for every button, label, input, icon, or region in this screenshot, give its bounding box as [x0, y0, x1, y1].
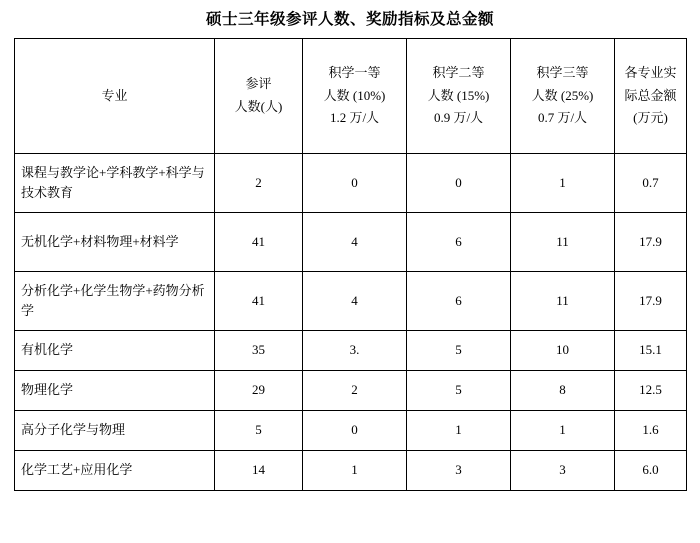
header-line: 各专业实 [624, 64, 677, 80]
cell-count: 2 [215, 154, 303, 213]
cell-major: 物理化学 [15, 371, 215, 411]
cell-total: 17.9 [615, 272, 687, 331]
header-line: 参评 [245, 76, 272, 92]
cell-count: 29 [215, 371, 303, 411]
cell-major: 课程与教学论+学科教学+科学与技术教育 [15, 154, 215, 213]
cell-level1: 3. [303, 331, 407, 371]
table-row [15, 331, 687, 371]
cell-level1: 0 [303, 411, 407, 451]
header-cell-level3 [511, 39, 615, 154]
header-line: 人数(人) [234, 99, 283, 114]
cell-major: 分析化学+化学生物学+药物分析学 [15, 272, 215, 331]
header-cell-level2 [407, 39, 511, 154]
cell-level3: 3 [511, 451, 615, 491]
header-line: 1.2 万/人 [329, 110, 380, 126]
cell-total: 12.5 [615, 371, 687, 411]
cell-total: 15.1 [615, 331, 687, 371]
cell-count: 14 [215, 451, 303, 491]
cell-count: 5 [215, 411, 303, 451]
cell-level2: 5 [407, 331, 511, 371]
cell-level1: 4 [303, 272, 407, 331]
cell-total: 6.0 [615, 451, 687, 491]
cell-count: 41 [215, 272, 303, 331]
header-line: 专业 [101, 87, 128, 103]
cell-level2: 0 [407, 154, 511, 213]
table-row [15, 411, 687, 451]
cell-level3: 11 [511, 272, 615, 331]
cell-level3: 1 [511, 411, 615, 451]
page-title: 硕士三年级参评人数、奖励指标及总金额 [205, 11, 494, 28]
header-line: 积学二等 [432, 64, 485, 80]
header-cell-total [615, 39, 687, 154]
cell-major: 高分子化学与物理 [15, 411, 215, 451]
header-line: 积学一等 [328, 64, 381, 80]
cell-level3: 11 [511, 213, 615, 272]
header-line: 人数 (25%) [531, 87, 594, 103]
header-cell-level1 [303, 39, 407, 154]
cell-level1: 1 [303, 451, 407, 491]
header-line: 人数 (15%) [427, 87, 490, 103]
header-cell-count [215, 39, 303, 154]
cell-level2: 6 [407, 213, 511, 272]
cell-total: 0.7 [615, 154, 687, 213]
header-cell-major [15, 39, 215, 154]
table-header [15, 39, 687, 154]
table-container [0, 38, 700, 491]
cell-level1: 2 [303, 371, 407, 411]
header-line: (万元) [633, 110, 668, 126]
cell-level3: 10 [511, 331, 615, 371]
table-row [15, 154, 687, 213]
cell-total: 17.9 [615, 213, 687, 272]
cell-level2: 6 [407, 272, 511, 331]
cell-total: 1.6 [615, 411, 687, 451]
cell-level3: 1 [511, 154, 615, 213]
header-line: 积学三等 [536, 64, 589, 80]
cell-level2: 5 [407, 371, 511, 411]
cell-level3: 8 [511, 371, 615, 411]
table-row [15, 371, 687, 411]
table-row [15, 272, 687, 331]
header-line: 际总金额 [624, 87, 677, 103]
header-line: 0.9 万/人 [433, 110, 484, 126]
cell-level2: 1 [407, 411, 511, 451]
grade-table [14, 38, 687, 491]
table-row [15, 213, 687, 272]
cell-major: 无机化学+材料物理+材料学 [15, 213, 215, 272]
cell-level1: 0 [303, 154, 407, 213]
cell-major: 有机化学 [15, 331, 215, 371]
cell-count: 35 [215, 331, 303, 371]
header-line: 人数 (10%) [323, 87, 386, 103]
cell-level2: 3 [407, 451, 511, 491]
table-body [15, 154, 687, 491]
cell-level1: 4 [303, 213, 407, 272]
cell-major: 化学工艺+应用化学 [15, 451, 215, 491]
table-row [15, 451, 687, 491]
header-row [15, 39, 687, 154]
cell-count: 41 [215, 213, 303, 272]
header-line: 0.7 万/人 [537, 110, 588, 126]
